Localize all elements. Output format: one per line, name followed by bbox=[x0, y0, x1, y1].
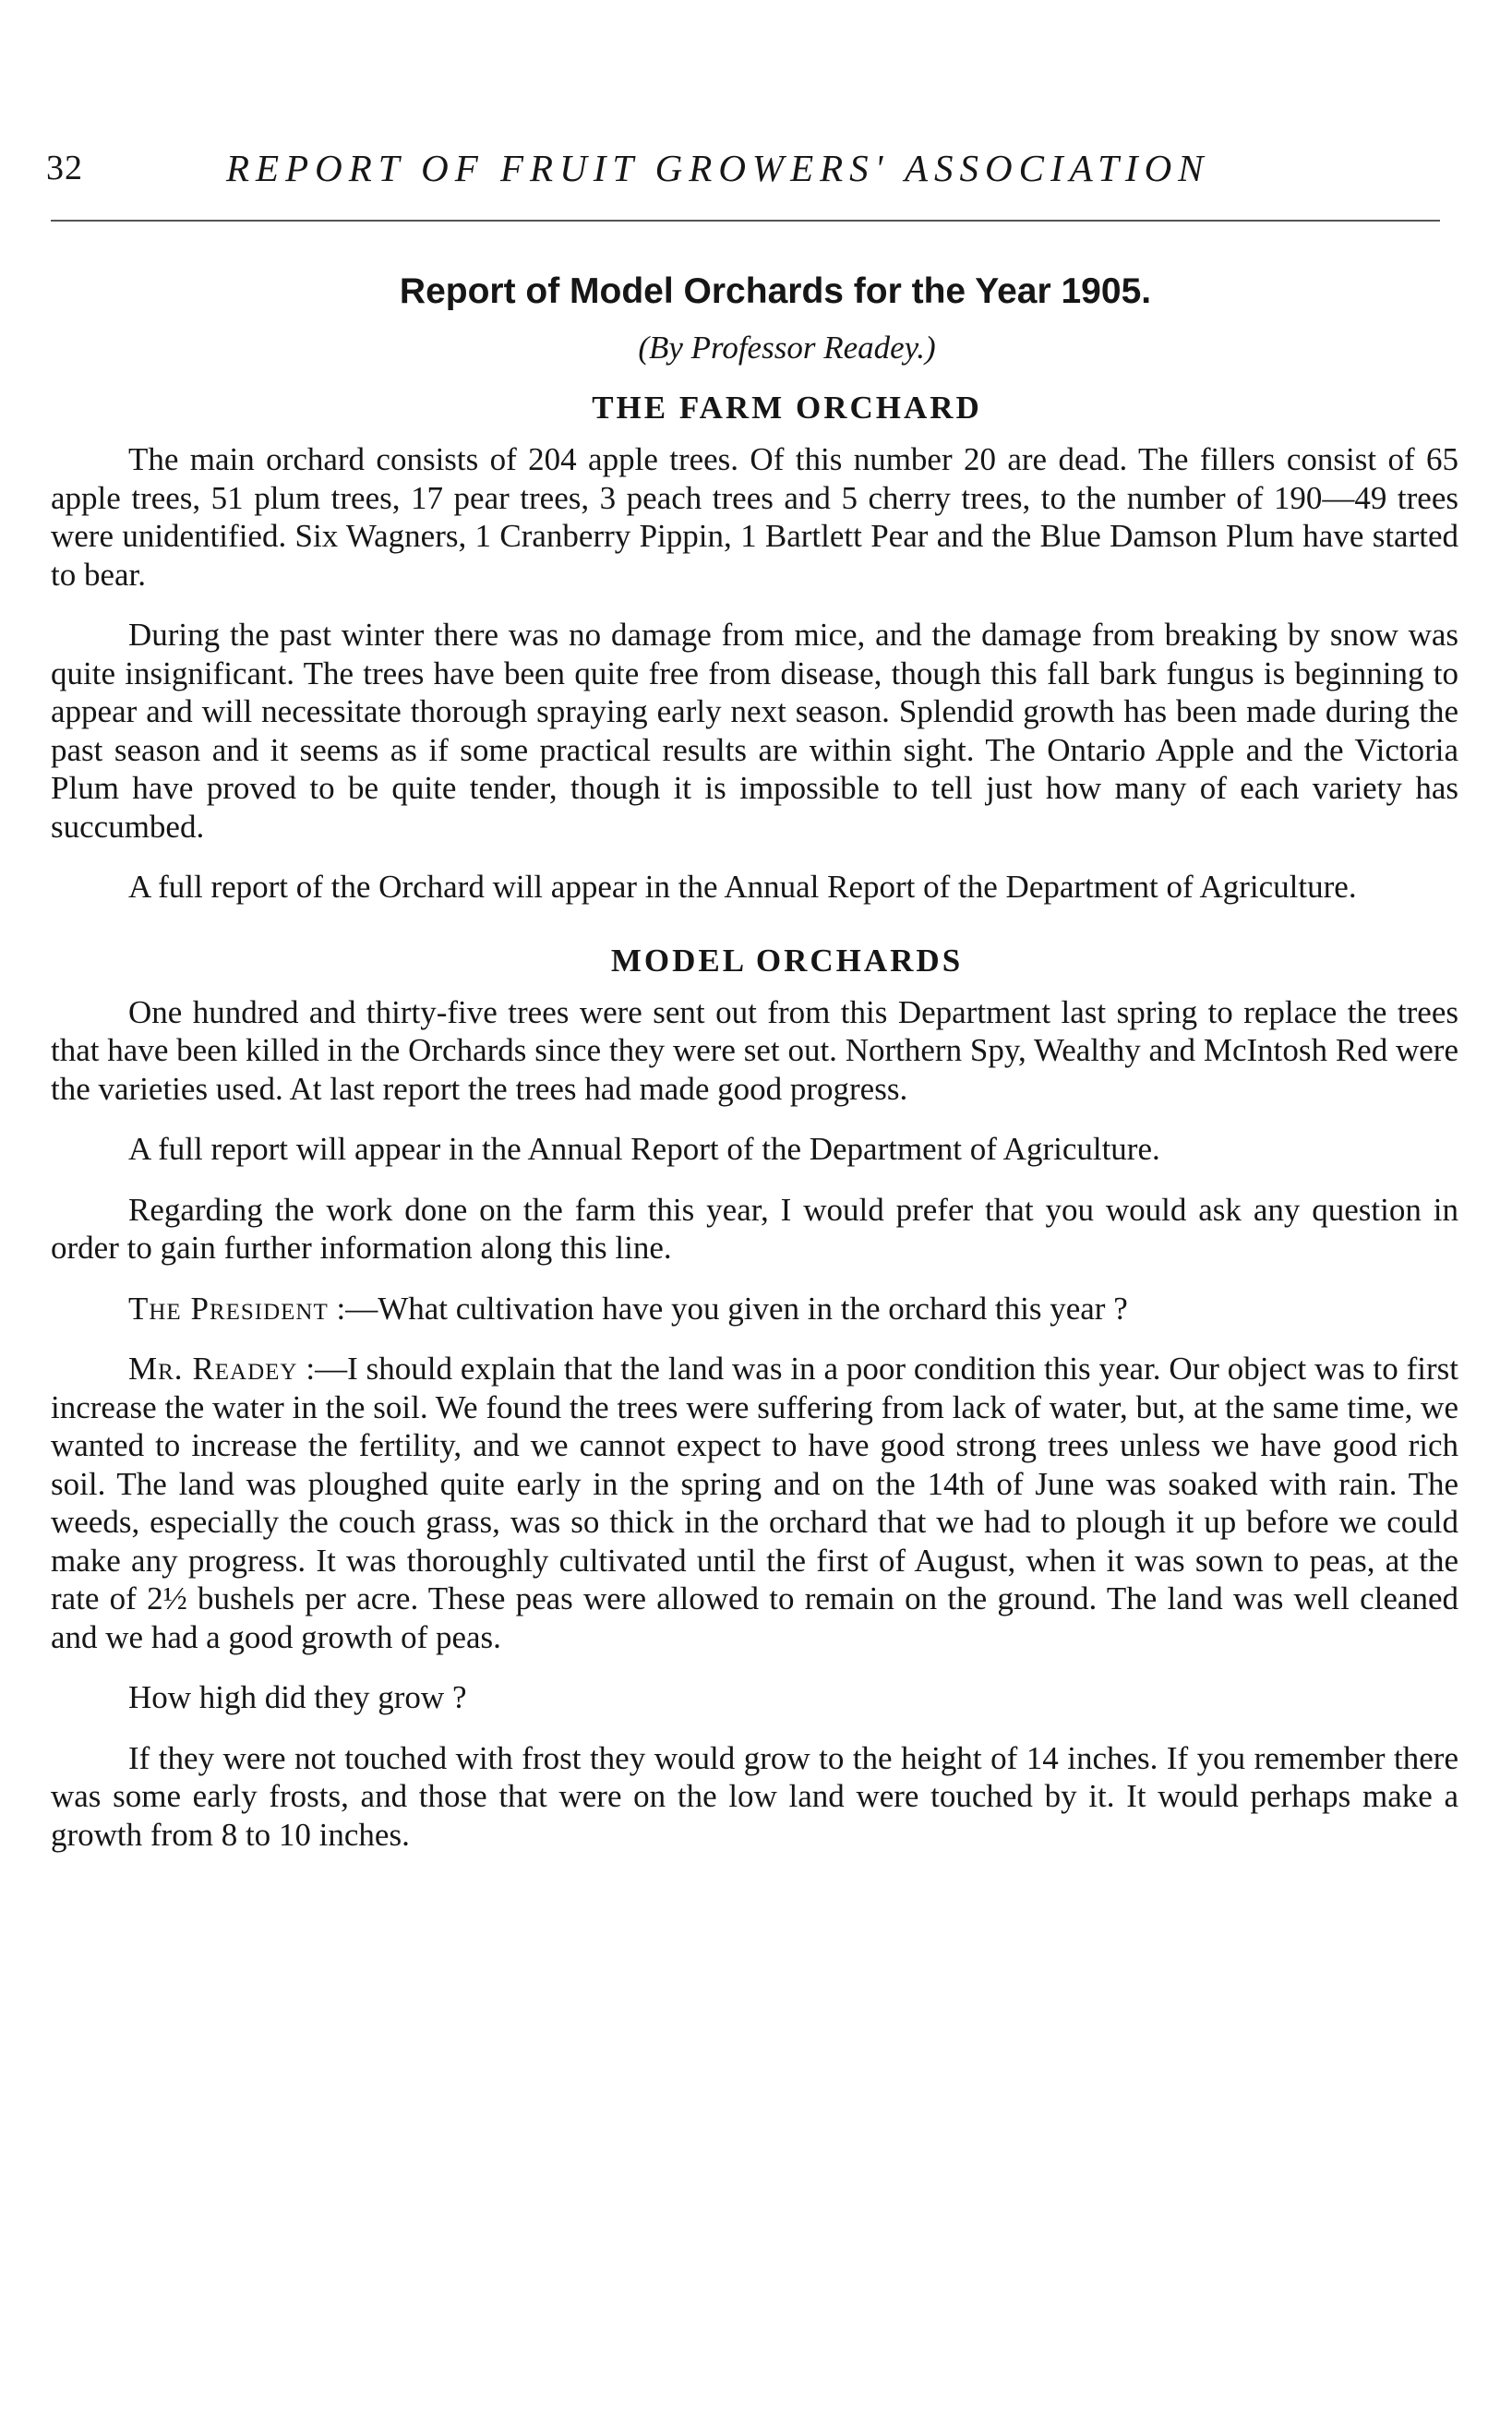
paragraph: One hundred and thirty-five trees were sent out from this Department last spring to replace the trees that have been killed in the Orchards since they were set out. Northern Spy, Wealthy and McIntosh Red were the varieties used. At last report the trees had made good progress. bbox=[51, 993, 1458, 1107]
dialogue-president bbox=[51, 1290, 1458, 1328]
paragraph: During the past winter there was no damage from mice, and the damage from breaking by snow was quite insignificant. The trees have been quite free from disease, though this fall bark fungus is beginning to appear and will necessitate thorough spraying early next season. Splendid growth has been made during the past season and it seems as if some practical results are within sight. The Ontario Apple and the Victoria Plum have proved to be quite tender, though it is impossible to tell just how many of each variety has succumbed. bbox=[51, 617, 1458, 845]
section-heading-model-orchards: MODEL ORCHARDS bbox=[610, 942, 964, 979]
article-title: Report of Model Orchards for the Year 1905. bbox=[399, 271, 1152, 311]
speaker-name: The President bbox=[128, 1290, 329, 1327]
paragraph: The main orchard consists of 204 apple trees. Of this number 20 are dead. The fillers consist of 65 apple trees, 51 plum trees, 17 pear trees, 3 peach trees and 5 cherry trees, to the number of 190—49 trees were unidentified. Six Wagners, 1 Cranberry Pippin, 1 Bartlett Pear and the Blue Damson Plum have started to bear. bbox=[51, 441, 1458, 593]
dialogue-readey bbox=[51, 1350, 1458, 1656]
paragraph: A full report will appear in the Annual Report of the Department of Agriculture. bbox=[128, 1131, 1160, 1167]
header-rule bbox=[51, 220, 1440, 222]
article-byline: (By Professor Readey.) bbox=[638, 330, 936, 366]
speaker-text: :—What cultivation have you given in the orchard this year ? bbox=[328, 1290, 1128, 1327]
paragraph: A full report of the Orchard will appear in the Annual Report of the Department of Agriculture. bbox=[128, 869, 1357, 905]
dialogue-answer: If they were not touched with frost they would grow to the height of 14 inches. If you remember there was some early frosts, and those that were on the low land were touched by it. It would perhaps make a growth from 8 to 10 inches. bbox=[51, 1739, 1458, 1853]
speaker-text: :—I should explain that the land was in a poor condition this year. Our object was to first increase the water in the soil. We found the trees were suffering from lack of water, but, at the same time, we wanted to increase the fertility, and we cannot expect to have good strong trees unless we have good rich soil. The land was ploughed quite early in the spring and on the 14th of June was soaked with rain. The weeds, especially the couch grass, was so thick in the orchard that we had to plough it up before we could make any progress. It was thoroughly cultivated until the first of August, when it was sown to peas, at the rate of 2½ bushels per acre. These peas were allowed to remain on the ground. The land was well cleaned and we had a good growth of peas. bbox=[51, 1351, 1458, 1655]
running-title: REPORT OF FRUIT GROWERS' ASSOCIATION bbox=[226, 147, 1210, 189]
paragraph: Regarding the work done on the farm this year, I would prefer that you would ask any question in order to gain further information along this line. bbox=[51, 1191, 1458, 1266]
page-header bbox=[46, 137, 1449, 192]
speaker-name: Mr. Readey bbox=[128, 1351, 298, 1387]
dialogue-question: How high did they grow ? bbox=[128, 1679, 467, 1715]
article-body bbox=[51, 263, 1458, 1876]
section-heading-farm-orchard: THE FARM ORCHARD bbox=[592, 390, 982, 426]
page-number: 32 bbox=[46, 149, 83, 187]
